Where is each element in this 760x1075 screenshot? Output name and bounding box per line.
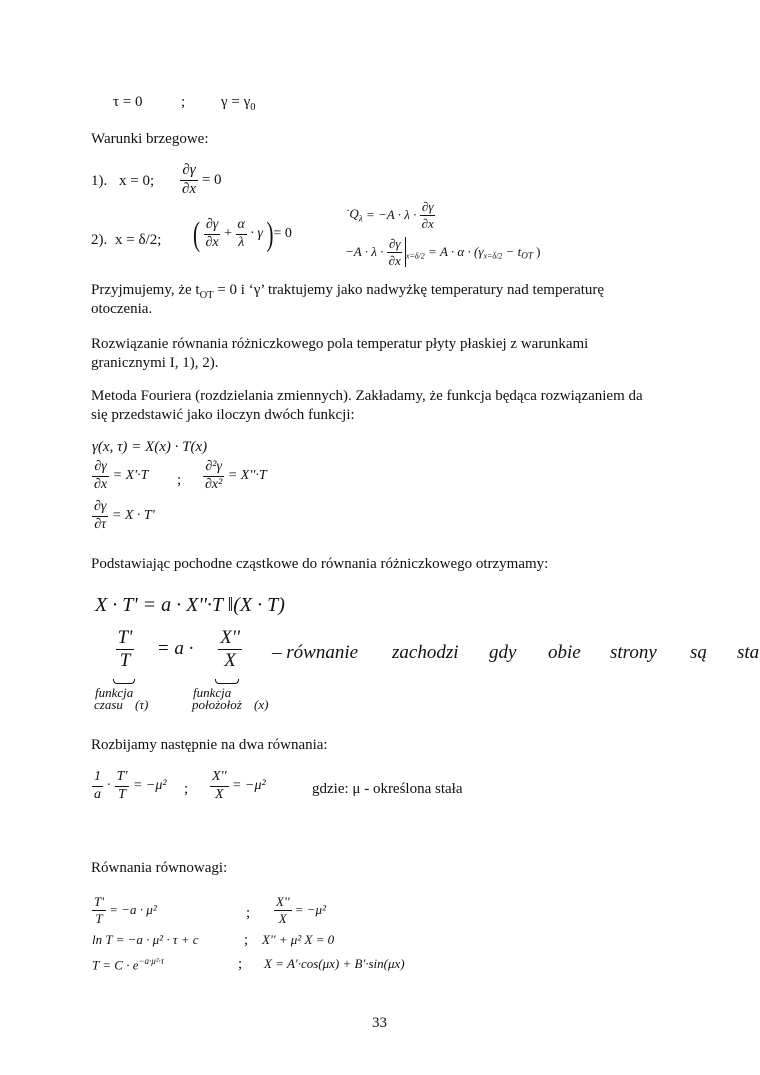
- solution-line2: granicznymi I, 1), 2).: [91, 355, 219, 371]
- bc2-cond: x = δ/2;: [115, 232, 162, 248]
- initial-tau: τ = 0: [113, 94, 143, 110]
- balance-row1-left: $\frac{T'}{T}$ = −a · μ²: [94, 894, 157, 926]
- bc1-cond: x = 0;: [119, 173, 155, 189]
- underbrace-position: [215, 679, 239, 684]
- main-equation: X · T' = a · X''·T ‖(X · T): [95, 594, 285, 616]
- underbrace-right-label1: funkcja: [193, 685, 232, 700]
- initial-gamma: $\gamma = \gamma_0$: [221, 94, 256, 113]
- substitute-text: Podstawiając pochodne cząstkowe do równania różniczkowego otrzymamy:: [91, 556, 549, 572]
- separator: ;: [244, 932, 249, 948]
- fourier-line2: się przedstawić jako iloczyn dwóch funkcji:: [91, 407, 355, 423]
- split-title: Rozbijamy następnie na dwa równania:: [91, 737, 328, 753]
- split-time-equation: $\frac{1}{a}$ · $\frac{T'}{T}$ = −μ²: [94, 769, 167, 802]
- solution-line1: Rozwiązanie równania różniczkowego pola temperatur płyty płaskiej z warunkami: [91, 336, 589, 352]
- equation-word: zachodzi: [392, 642, 459, 663]
- boundary-flux-equation: −A · λ · $\frac{\partial\gamma}{\partial x}$ $_{x=\delta/2} = A \cdot \alpha \cdot (\gamma_{x=\delta/2} - t_{OT}$ ): [345, 236, 541, 268]
- heat-flux-equation: $˙Q_\lambda = -A \cdot \lambda$ · $\frac{\partial\gamma}{\partial x}$: [345, 199, 434, 231]
- bc2-equation: ( $\frac{\partial\gamma}{\partial x}$ + $\frac{\alpha}{\lambda}$ · γ )= 0: [193, 214, 292, 253]
- balance-row2-left: ln T = −a · μ² · τ + c: [92, 932, 199, 947]
- underbrace-left-var: (τ): [135, 697, 149, 712]
- underbrace-left-label1: funkcja: [95, 685, 134, 700]
- separator: ;: [246, 905, 251, 921]
- derivative-tau: $\frac{\partial\gamma}{\partial\tau}$ = X · T': [94, 499, 155, 532]
- bc1-equation: $\frac{\partial\gamma}{\partial x}$ = 0: [182, 162, 222, 197]
- underbrace-right-var: (x): [254, 697, 269, 712]
- balance-row1-right: $\frac{X''}{X}$ = −μ²: [276, 894, 326, 926]
- bc2-label: 2).: [91, 232, 108, 248]
- constant-note: gdzie: μ - określona stała: [312, 781, 463, 797]
- product-equation: γ(x, τ) = X(x) · T(x): [92, 439, 208, 455]
- balance-row3-right: X = A'·cos(μx) + B'·sin(μx): [264, 956, 405, 971]
- separator: ;: [184, 781, 189, 797]
- separator: ;: [177, 472, 182, 488]
- boundary-title: Warunki brzegowe:: [91, 131, 209, 147]
- equation-word: gdy: [489, 642, 517, 663]
- fourier-line1: Metoda Fouriera (rozdzielania zmiennych). Zakładamy, że funkcja będąca rozwiązaniem da: [91, 388, 643, 404]
- balance-row2-right: X'' + μ² X = 0: [262, 932, 335, 947]
- separator: ;: [238, 956, 243, 972]
- underbrace-left-label2: czasu: [94, 697, 123, 712]
- equation-word: sta: [737, 642, 760, 663]
- assumption-line1: Przyjmujemy, że $t_{OT} = 0$ i ‘γ’ traktujemy jako nadwyżkę temperatury nad temperaturę: [91, 282, 605, 301]
- separator: ;: [181, 94, 186, 110]
- derivative-xx: $\frac{\text{∂²γ}}{\text{∂x²}}$ = X''·T: [205, 459, 267, 492]
- balance-title: Równania równowagi:: [91, 860, 228, 876]
- underbrace-right-label2: położołoż: [192, 697, 242, 712]
- assumption-line2: otoczenia.: [91, 301, 153, 317]
- derivative-x: $\frac{\partial\gamma}{\partial x}$ = X'·T: [94, 459, 149, 492]
- equation-word: – równanie: [272, 642, 359, 663]
- underbrace-time: [113, 679, 135, 684]
- split-space-equation: $\frac{X''}{X}$ = −μ²: [212, 769, 266, 802]
- equation-word: obie: [548, 642, 581, 663]
- page-number: 33: [372, 1015, 387, 1031]
- separated-equation: $\frac{T'}{T}$ = a · $\frac{X''}{X}$: [117, 627, 240, 671]
- equation-word: są: [690, 642, 707, 663]
- bc1-label: 1).: [91, 173, 108, 189]
- equation-word: strony: [610, 642, 657, 663]
- balance-row3-left: $T = C \cdot e^{-a\cdot\mu^2\cdot\tau}$: [92, 956, 164, 973]
